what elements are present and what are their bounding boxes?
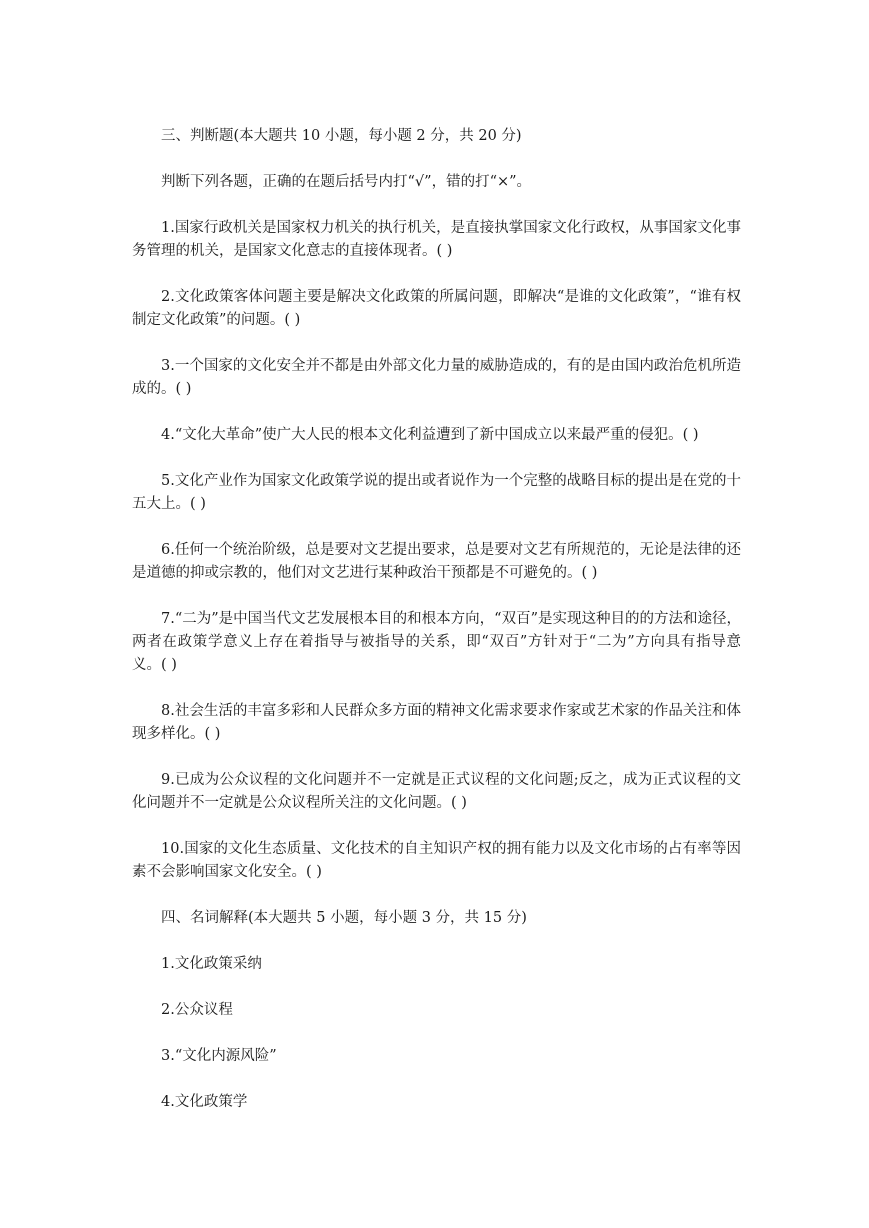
judgment-question-4: 4.“文化大革命”使广大人民的根本文化利益遭到了新中国成立以来最严重的侵犯。( ) <box>161 427 699 443</box>
section-4-heading: 四、名词解释(本大题共 5 小题，每小题 3 分，共 15 分) <box>161 910 527 926</box>
term-2: 2.公众议程 <box>161 1002 233 1018</box>
judgment-question-9: 9.已成为公众议程的文化问题并不一定就是正式议程的文化问题;反之，成为正式议程的文化问题并不一定就是公众议程所关注的文化问题。( ) <box>132 772 741 811</box>
judgment-question-7: 7.“二为”是中国当代文艺发展根本目的和根本方向，“双百”是实现这种目的的方法和途径，两者在政策学意义上存在着指导与被指导的关系，即“双百”方针对于“二为”方向具有指导意义。( ) <box>132 611 741 673</box>
term-4: 4.文化政策学 <box>161 1094 248 1110</box>
document-content <box>132 125 741 1114</box>
section-3-heading: 三、判断题(本大题共 10 小题，每小题 2 分，共 20 分) <box>161 128 522 144</box>
judgment-question-6: 6.任何一个统治阶级，总是要对文艺提出要求，总是要对文艺有所规范的，无论是法律的还是道德的抑或宗教的，他们对文艺进行某种政治干预都是不可避免的。( ) <box>132 542 741 581</box>
term-3: 3.“文化内源风险” <box>161 1048 277 1064</box>
judgment-question-5: 5.文化产业作为国家文化政策学说的提出或者说作为一个完整的战略目标的提出是在党的十五大上。( ) <box>132 473 741 512</box>
section-3-instruction: 判断下列各题，正确的在题后括号内打“√”，错的打“×”。 <box>161 174 532 190</box>
judgment-question-1: 1.国家行政机关是国家权力机关的执行机关，是直接执掌国家文化行政权，从事国家文化事务管理的机关，是国家文化意志的直接体现者。( ) <box>132 220 741 259</box>
term-1: 1.文化政策采纳 <box>161 956 262 972</box>
judgment-question-3: 3.一个国家的文化安全并不都是由外部文化力量的威胁造成的，有的是由国内政治危机所造成的。( ) <box>132 358 741 397</box>
judgment-question-10: 10.国家的文化生态质量、文化技术的自主知识产权的拥有能力以及文化市场的占有率等因素不会影响国家文化安全。( ) <box>132 841 741 880</box>
judgment-question-2: 2.文化政策客体问题主要是解决文化政策的所属问题，即解决“是谁的文化政策”，“谁有权制定文化政策”的问题。( ) <box>132 289 741 328</box>
judgment-question-8: 8.社会生活的丰富多彩和人民群众多方面的精神文化需求要求作家或艺术家的作品关注和体现多样化。( ) <box>132 703 741 742</box>
